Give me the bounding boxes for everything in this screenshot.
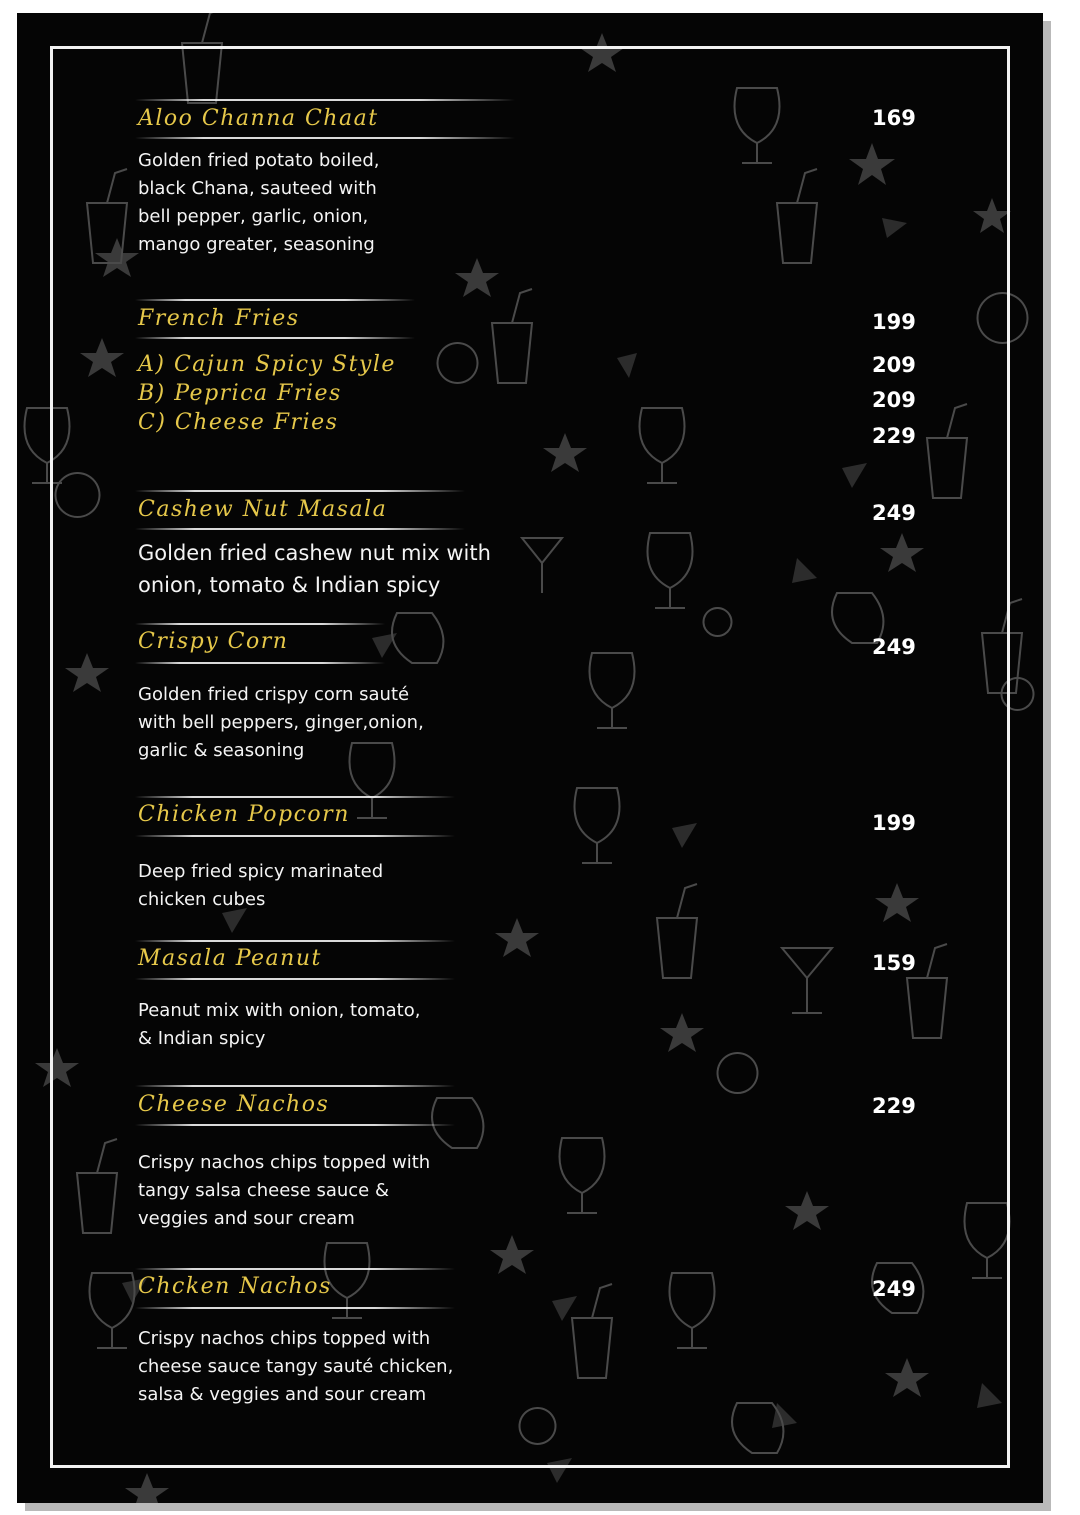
- item-title: Cheese Nachos: [138, 1092, 330, 1117]
- title-rule-top: [135, 623, 385, 625]
- item-price: 199: [872, 310, 916, 334]
- item-title: Cashew Nut Masala: [138, 497, 388, 522]
- item-title: Chcken Nachos: [138, 1274, 332, 1299]
- title-rule-bottom: [135, 978, 455, 980]
- variant-price: 229: [872, 424, 916, 448]
- title-rule-bottom: [135, 1124, 455, 1126]
- title-rule-top: [135, 796, 455, 798]
- title-rule-bottom: [135, 528, 465, 530]
- item-description: Golden fried potato boiled, black Chana, sauteed with bell pepper, garlic, onion, mango greater, seasoning: [138, 150, 380, 255]
- title-rule-top: [135, 299, 415, 301]
- item-title: Crispy Corn: [138, 629, 289, 654]
- item-description: Peanut mix with onion, tomato, & Indian spicy: [138, 1000, 421, 1049]
- title-rule-bottom: [135, 1307, 455, 1309]
- title-rule-bottom: [135, 835, 455, 837]
- item-price: 199: [872, 811, 916, 835]
- variant-label: A) Cajun Spicy Style: [138, 352, 396, 377]
- item-price: 159: [872, 951, 916, 975]
- item-title: Aloo Channa Chaat: [138, 106, 379, 131]
- title-rule-bottom: [135, 662, 385, 664]
- item-title: Chicken Popcorn: [138, 802, 350, 827]
- item-price: 229: [872, 1094, 916, 1118]
- title-rule-bottom: [135, 337, 415, 339]
- item-price: 249: [872, 501, 916, 525]
- item-title: Masala Peanut: [138, 946, 322, 971]
- item-description: Golden fried cashew nut mix with onion, tomato & Indian spicy: [138, 541, 491, 597]
- variant-price: 209: [872, 388, 916, 412]
- title-rule-top: [135, 1085, 455, 1087]
- title-rule-top: [135, 940, 455, 942]
- item-title: French Fries: [138, 306, 300, 331]
- title-rule-top: [135, 490, 465, 492]
- item-price: 249: [872, 635, 916, 659]
- variant-label: C) Cheese Fries: [138, 410, 339, 435]
- item-description: Crispy nachos chips topped with tangy salsa cheese sauce & veggies and sour cream: [138, 1152, 431, 1229]
- title-rule-top: [135, 99, 515, 101]
- variant-label: B) Peprica Fries: [138, 381, 342, 406]
- item-description: Crispy nachos chips topped with cheese sauce tangy sauté chicken, salsa & veggies and sour cream: [138, 1328, 454, 1405]
- title-rule-top: [135, 1268, 455, 1270]
- item-price: 169: [872, 106, 916, 130]
- title-rule-bottom: [135, 137, 515, 139]
- item-description: Deep fried spicy marinated chicken cubes: [138, 861, 384, 910]
- menu-page: [17, 13, 1043, 1503]
- item-description: Golden fried crispy corn sauté with bell peppers, ginger,onion, garlic & seasoning: [138, 684, 424, 761]
- item-price: 249: [872, 1277, 916, 1301]
- variant-price: 209: [872, 353, 916, 377]
